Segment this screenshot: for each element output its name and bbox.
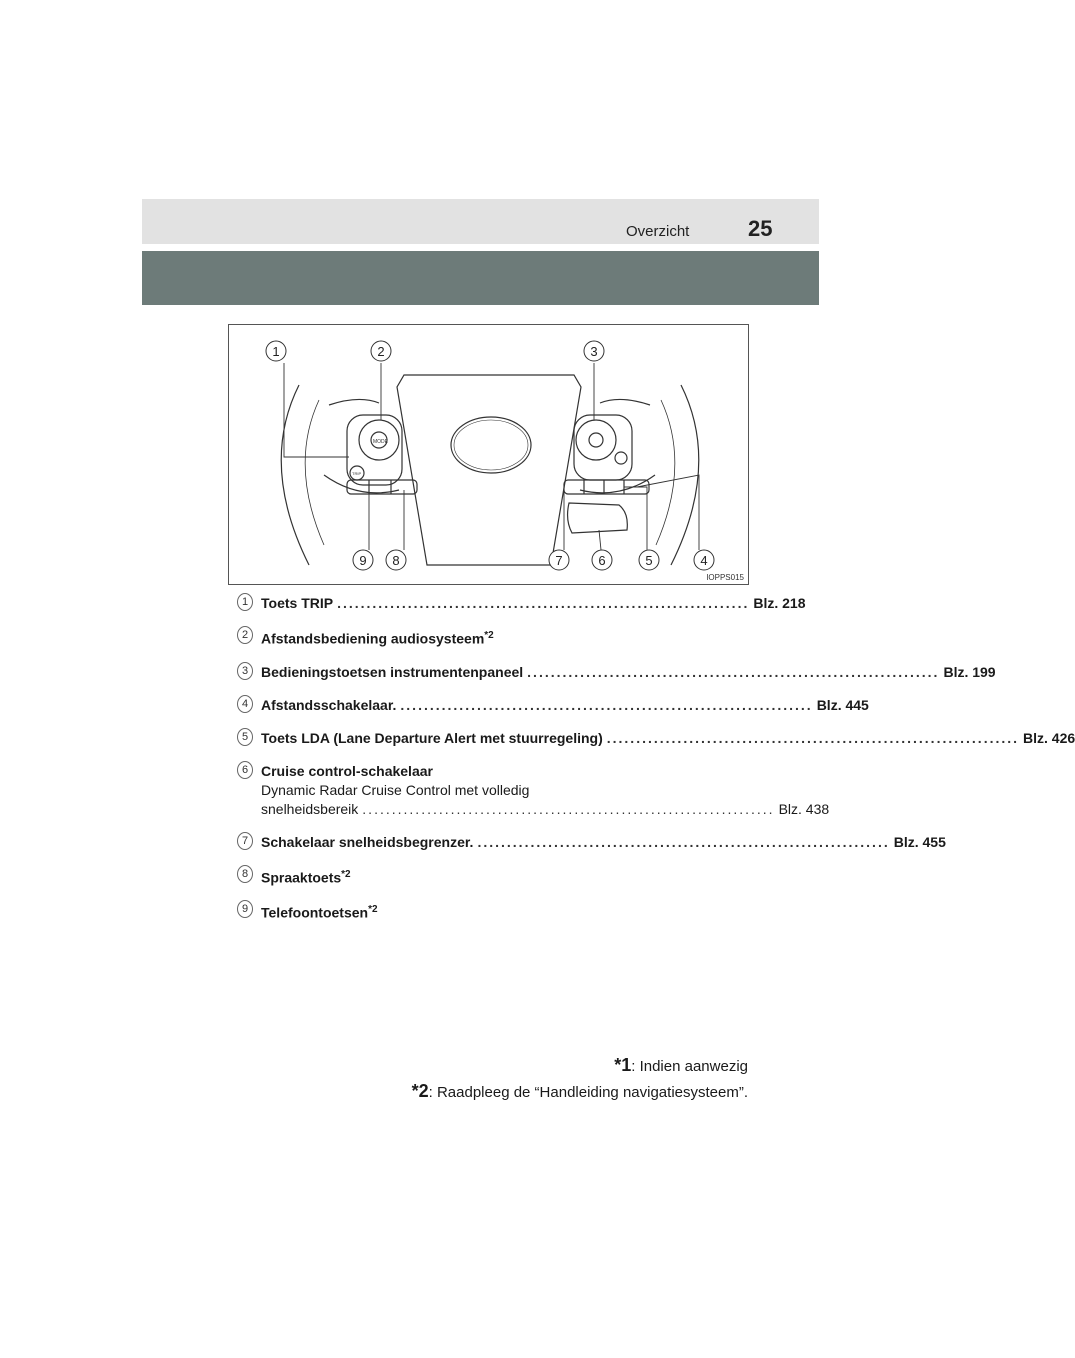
- item-number: 2: [237, 626, 253, 644]
- footnotes: [412, 1053, 748, 1105]
- page-number: 25: [748, 216, 773, 241]
- callout-7: 7: [555, 553, 563, 568]
- list-item: 6 Cruise control-schakelaar Dynamic Radar Cruise Control met volledig snelheidsbereik ...................................................................... Blz. 438: [237, 761, 727, 819]
- list-item: [237, 900, 727, 923]
- wheel-rim-right: [671, 385, 699, 565]
- footnote-ref: *2: [484, 630, 494, 641]
- item-number: 9: [237, 900, 253, 918]
- figure-code: IOPPS015: [706, 573, 744, 582]
- steering-wheel-figure: [228, 324, 749, 585]
- section-band: [142, 251, 819, 305]
- item-label: Spraaktoets: [261, 869, 342, 886]
- list-item: 4 Afstandsschakelaar. ...................................................................... Blz. 445: [237, 695, 727, 715]
- footnote: [412, 1079, 748, 1105]
- footnote: [412, 1053, 748, 1079]
- footnote-ref: *2: [341, 868, 351, 880]
- item-number: 6: [237, 761, 253, 779]
- footnote-mark: *1: [614, 1055, 632, 1075]
- svg-text:MODE: MODE: [373, 439, 388, 445]
- item-sub-label: snelheidsbereik: [261, 800, 359, 817]
- page-ref: Blz. 199: [943, 663, 996, 680]
- footnote-ref: *2: [368, 904, 378, 916]
- page-ref: Blz. 218: [753, 595, 806, 611]
- cruise-control-lever: [568, 503, 628, 533]
- callout-3: 3: [590, 344, 598, 359]
- footnote-text: : Indien aanwezig: [631, 1058, 748, 1075]
- wheel-rim-left: [281, 385, 309, 565]
- wheel-logo: [451, 417, 531, 473]
- item-label: Toets TRIP: [261, 595, 334, 611]
- item-label: Telefoontoetsen: [261, 904, 369, 921]
- callout-9: 9: [359, 553, 367, 568]
- item-label: Afstandsbediening audiosysteem: [261, 630, 485, 647]
- list-item: 1 Toets TRIP ...................................................................... Blz. 218: [237, 593, 727, 613]
- svg-text:TRIP: TRIP: [352, 471, 362, 476]
- callout-4: 4: [700, 553, 708, 568]
- page-ref: Blz. 438: [778, 800, 830, 817]
- page-ref: Blz. 455: [893, 833, 946, 850]
- footnote-mark: *2: [411, 1081, 429, 1101]
- item-label: Bedieningstoetsen instrumentenpaneel: [261, 663, 524, 680]
- item-number: 7: [237, 832, 253, 850]
- callout-8: 8: [392, 553, 400, 568]
- header-bar: [142, 199, 819, 244]
- list-item: [237, 626, 727, 649]
- item-label: Schakelaar snelheidsbegrenzer.: [261, 833, 474, 850]
- item-number: 3: [237, 662, 253, 680]
- item-sub-label: Dynamic Radar Cruise Control met volledig: [261, 781, 530, 798]
- item-number: 8: [237, 865, 253, 883]
- item-label: Afstandsschakelaar.: [261, 696, 397, 713]
- footnote-text: : Raadpleeg de “Handleiding navigatiesysteem”.: [428, 1084, 748, 1101]
- item-number: 1: [237, 593, 253, 611]
- item-number: 5: [237, 728, 253, 746]
- callout-5: 5: [645, 553, 653, 568]
- item-label: Toets LDA (Lane Departure Alert met stuurregeling): [261, 729, 603, 746]
- steering-wheel-illustration: [229, 325, 750, 586]
- item-number: 4: [237, 695, 253, 713]
- page-ref: Blz. 445: [816, 696, 869, 713]
- legend-list: [237, 593, 1075, 923]
- callout-6: 6: [598, 553, 606, 568]
- list-item: 3 Bedieningstoetsen instrumentenpaneel ...................................................................... Blz. 199: [237, 662, 727, 682]
- item-label: Cruise control-schakelaar: [261, 762, 433, 779]
- list-item: 5 Toets LDA (Lane Departure Alert met stuurregeling) ...................................................................... Blz. 426: [237, 728, 727, 748]
- callout-2: 2: [377, 344, 385, 359]
- list-item: [237, 865, 727, 888]
- page-ref: Blz. 426: [1023, 729, 1075, 746]
- callout-1: 1: [272, 344, 280, 359]
- list-item: 7 Schakelaar snelheidsbegrenzer. ...................................................................... Blz. 455: [237, 832, 727, 852]
- header-section-title: Overzicht: [626, 223, 690, 240]
